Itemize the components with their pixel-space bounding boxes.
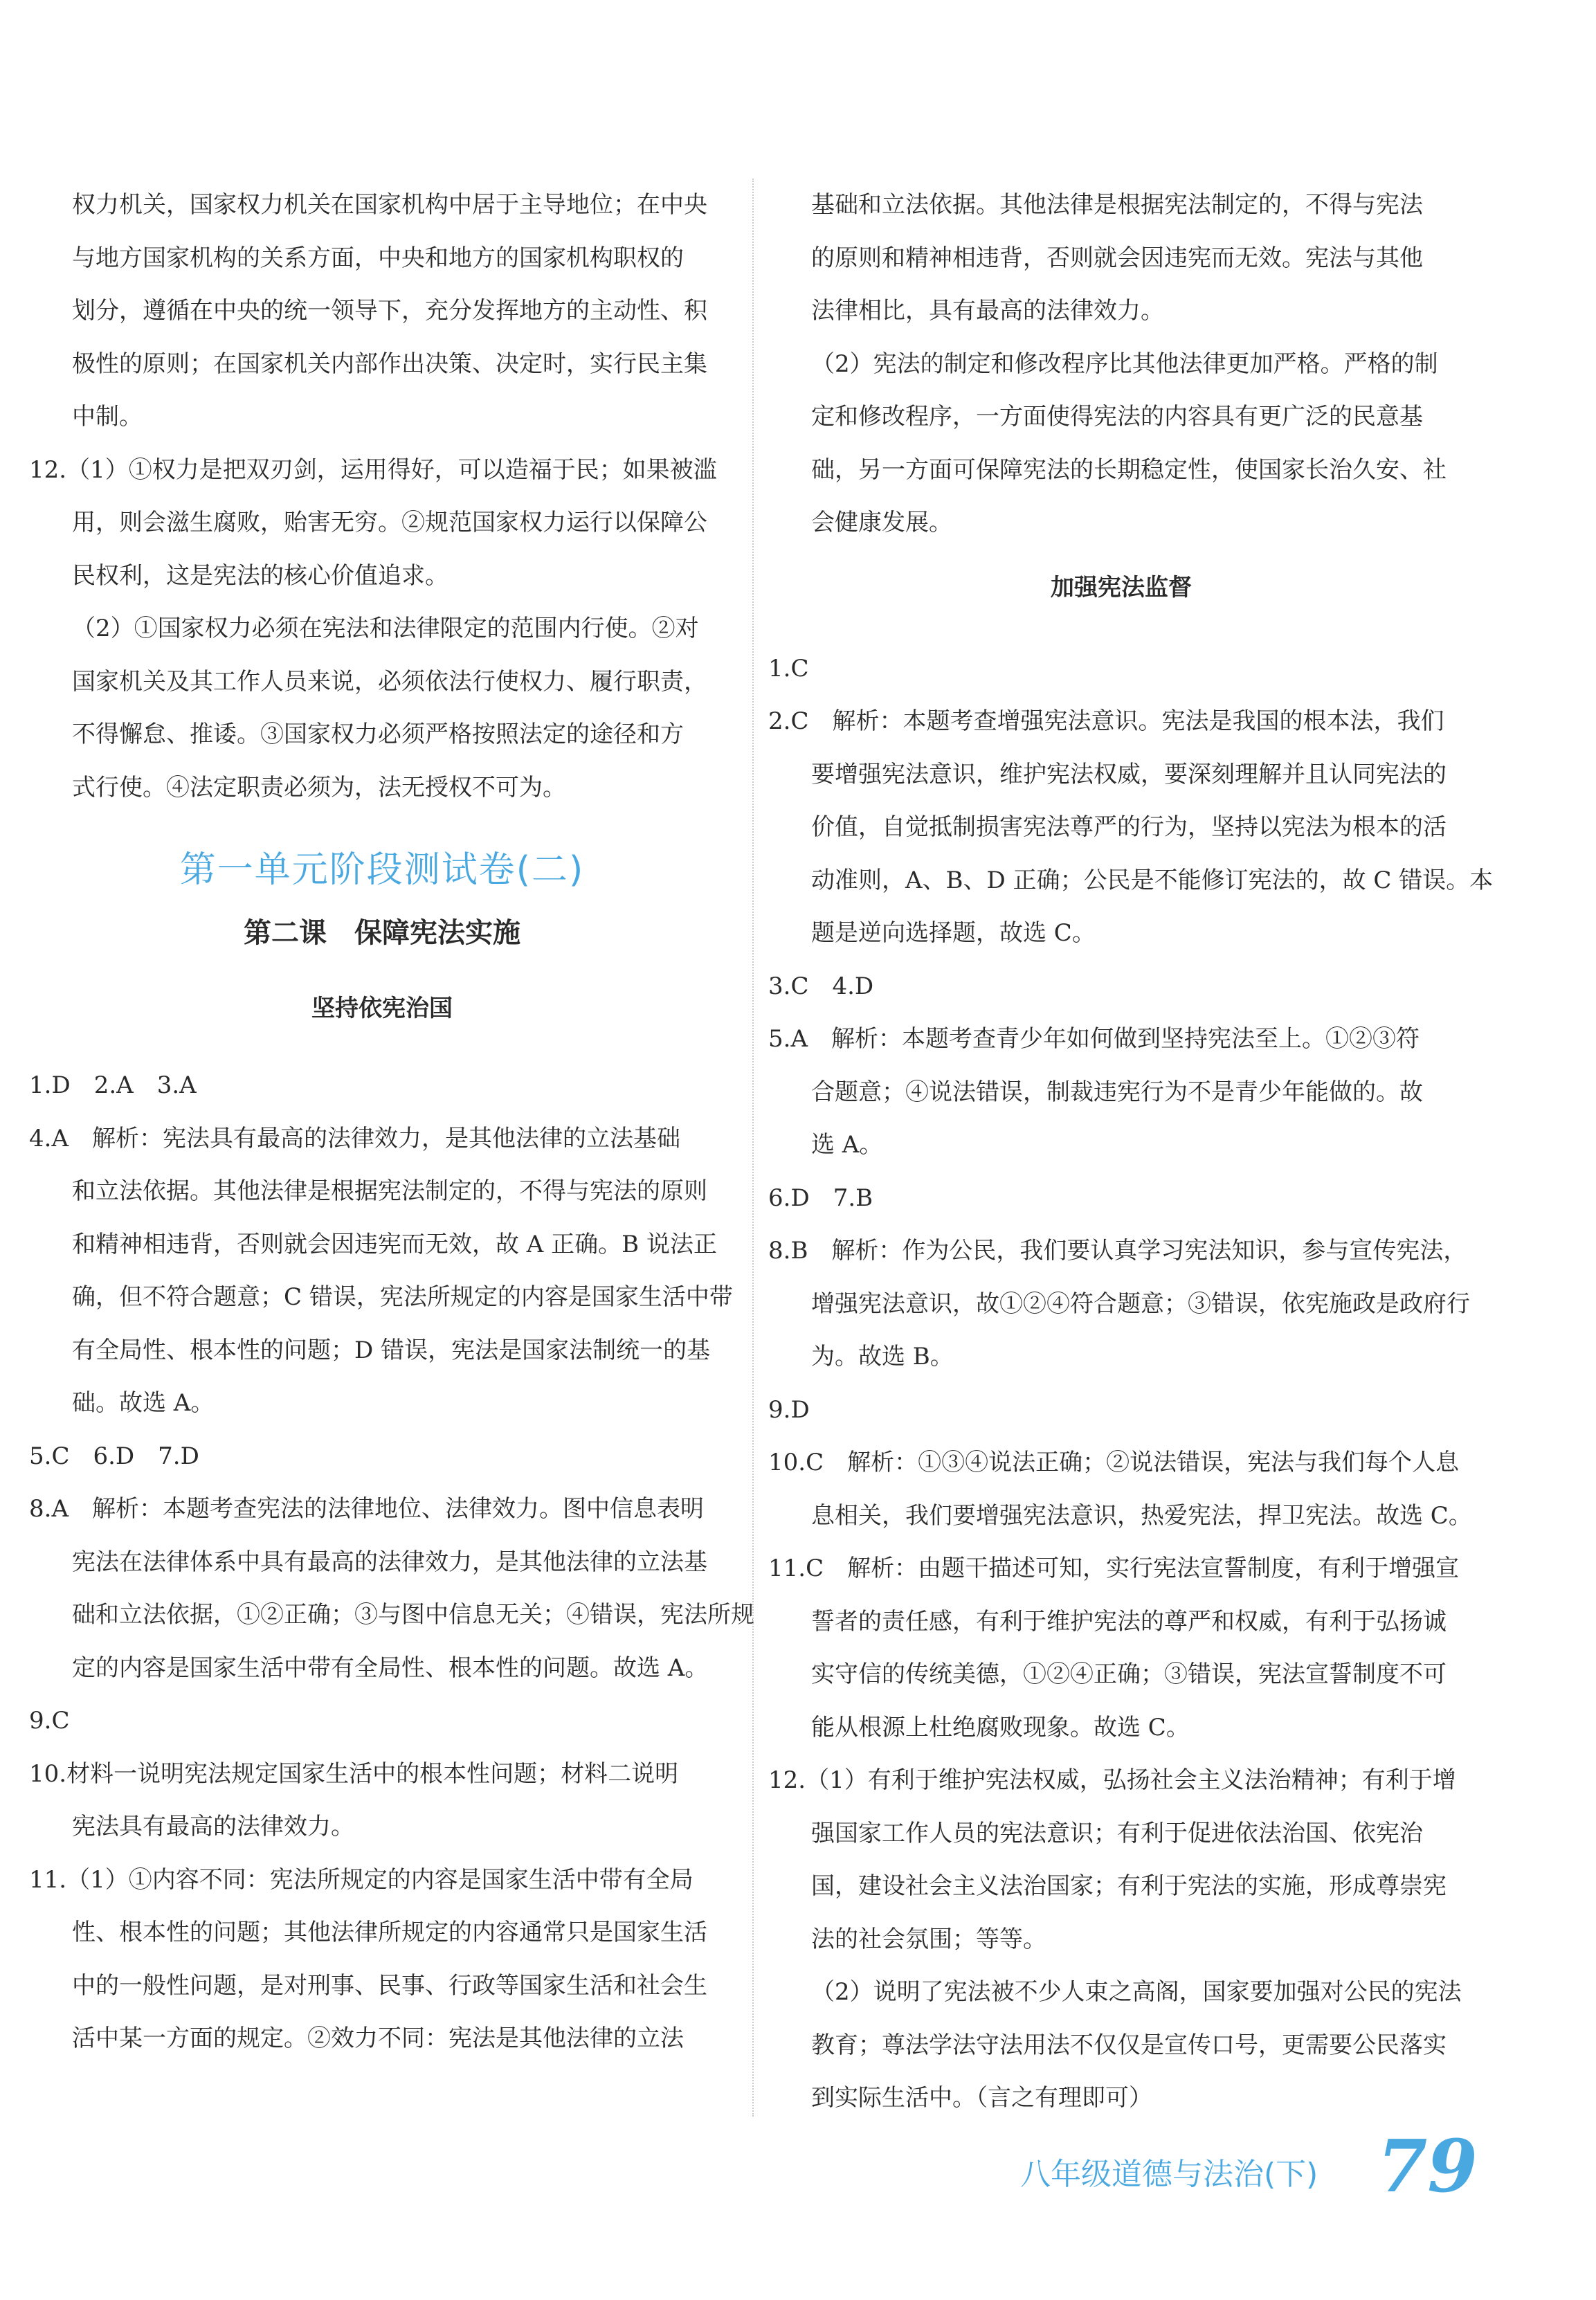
text-line: 和立法依据。其他法律是根据宪法制定的，不得与宪法的原则 (72, 1177, 707, 1205)
text-line: 誓者的责任感，有利于维护宪法的尊严和权威，有利于弘扬诚 (811, 1607, 1447, 1636)
answer-line: 6.D 7.B (768, 1184, 873, 1212)
lesson-title: 第二课 保障宪法实施 (244, 917, 520, 949)
text-line: （2）说明了宪法被不少人束之高阁，国家要加强对公民的宪法 (811, 1978, 1462, 2006)
text-line: 为。故选 B。 (811, 1343, 954, 1370)
text-line: 实守信的传统美德，①②④正确；③错误，宪法宣誓制度不可 (811, 1660, 1447, 1688)
answer-line: 1.D 2.A 3.A (29, 1071, 197, 1099)
answer-line: 4.A 解析：宪法具有最高的法律效力，是其他法律的立法基础 (29, 1124, 680, 1152)
text-line: 民权利，这是宪法的核心价值追求。 (72, 561, 448, 590)
text-line: 能从根源上杜绝腐败现象。故选 C。 (811, 1713, 1190, 1741)
text-line: 活中某一方面的规定。②效力不同：宪法是其他法律的立法 (72, 2025, 684, 2052)
text-line: 础，另一方面可保障宪法的长期稳定性，使国家长治久安、社 (811, 455, 1447, 484)
text-line: （2）①国家权力必须在宪法和法律限定的范围内行使。②对 (72, 615, 699, 642)
answer-line: 12.（1）有利于维护宪法权威，弘扬社会主义法治精神；有利于增 (768, 1766, 1456, 1794)
text-line: 不得懈怠、推诿。③国家权力必须严格按照法定的途径和方 (72, 721, 684, 748)
left-answers-block-c (29, 1059, 754, 2065)
left-answers-block-b (29, 444, 735, 815)
answer-line: 10.材料一说明宪法规定国家生活中的根本性问题；材料二说明 (29, 1759, 679, 1788)
text-line: 定和修改程序，一方面使得宪法的内容具有更广泛的民意基 (811, 403, 1423, 431)
text-line: 础和立法依据，①②正确；③与图中信息无关；④错误，宪法所规 (72, 1601, 754, 1629)
text-line: 极性的原则；在国家机关内部作出决策、决定时，实行民主集 (72, 350, 707, 378)
right-answers-block-a (768, 179, 1474, 550)
text-line: 宪法具有最高的法律效力。 (72, 1813, 354, 1840)
text-line: （2）宪法的制定和修改程序比其他法律更加严格。严格的制 (811, 350, 1438, 378)
question-line: 12.（1）①权力是把双刃剑，运用得好，可以造福于民；如果被滥 (29, 455, 717, 484)
answer-line: 11.（1）①内容不同：宪法所规定的内容是国家生活中带有全局 (29, 1865, 693, 1894)
text-line: 法律相比，具有最高的法律效力。 (811, 297, 1164, 325)
unit-test-title: 第一单元阶段测试卷(二) (179, 849, 585, 891)
text-line: 式行使。④法定职责必须为，法无授权不可为。 (72, 773, 566, 802)
text-line: 息相关，我们要增强宪法意识，热爱宪法，捍卫宪法。故选 C。 (811, 1501, 1472, 1530)
answer-line: 9.D (768, 1395, 810, 1424)
text-line: 性、根本性的问题；其他法律所规定的内容通常只是国家生活 (72, 1919, 707, 1946)
answer-line: 1.C (768, 654, 809, 682)
text-line: 会健康发展。 (811, 509, 952, 536)
text-line: 与地方国家机构的关系方面，中央和地方的国家机构职权的 (72, 244, 684, 272)
left-answers-block-a (29, 179, 735, 444)
right-column (768, 179, 1494, 2125)
text-line: 的原则和精神相违背，否则就会因违宪而无效。宪法与其他 (811, 244, 1423, 272)
text-line: 础。故选 A。 (72, 1389, 215, 1417)
text-line: 选 A。 (811, 1131, 883, 1159)
answer-line: 2.C 解析：本题考查增强宪法意识。宪法是我国的根本法，我们 (768, 707, 1444, 735)
answer-line: 10.C 解析：①③④说法正确；②说法错误，宪法与我们每个人息 (768, 1449, 1460, 1476)
text-line: 题是逆向选择题，故选 C。 (811, 919, 1096, 947)
text-line: 宪法在法律体系中具有最高的法律效力，是其他法律的立法基 (72, 1548, 707, 1576)
text-line: 强国家工作人员的宪法意识；有利于促进依法治国、依宪治 (811, 1819, 1423, 1847)
text-line: 划分，遵循在中央的统一领导下，充分发挥地方的主动性、积 (72, 297, 707, 325)
text-line: 增强宪法意识，故①②④符合题意；③错误，依宪施政是政府行 (811, 1289, 1470, 1318)
text-line: 用，则会滋生腐败，贻害无穷。②规范国家权力运行以保障公 (72, 509, 707, 536)
answer-line: 5.A 解析：本题考查青少年如何做到坚持宪法至上。①②③符 (768, 1025, 1420, 1053)
text-line: 确，但不符合题意；C 错误，宪法所规定的内容是国家生活中带 (72, 1283, 733, 1311)
text-line: 法的社会氛围；等等。 (811, 1925, 1046, 1953)
text-line: 中制。 (72, 403, 143, 431)
text-line: 和精神相违背，否则就会因违宪而无效，故 A 正确。B 说法正 (72, 1230, 717, 1258)
answer-line: 9.C (29, 1707, 70, 1735)
column-divider (752, 179, 754, 2117)
answer-line: 8.B 解析：作为公民，我们要认真学习宪法知识，参与宣传宪法， (768, 1237, 1467, 1265)
text-line: 价值，自觉抵制损害宪法尊严的行为，坚持以宪法为根本的活 (811, 813, 1447, 841)
book-title: 八年级道德与法治(下) (1020, 2157, 1318, 2192)
answer-line: 3.C 4.D (768, 972, 874, 1000)
left-column (29, 179, 754, 2065)
text-line: 合题意；④说法错误，制裁违宪行为不是青少年能做的。故 (811, 1078, 1423, 1106)
text-line: 到实际生活中。（言之有理即可） (811, 2084, 1152, 2112)
answer-line: 11.C 解析：由题干描述可知，实行宪法宣誓制度，有利于增强宣 (768, 1555, 1460, 1582)
text-line: 教育；尊法学法守法用法不仅仅是宣传口号，更需要公民落实 (811, 2031, 1447, 2059)
text-line: 定的内容是国家生活中带有全局性、根本性的问题。故选 A。 (72, 1654, 709, 1682)
text-line: 中的一般性问题，是对刑事、民事、行政等国家生活和社会生 (72, 1971, 707, 2000)
text-line: 动准则，A、B、D 正确；公民是不能修订宪法的，故 C 错误。本 (811, 866, 1494, 894)
answer-line: 8.A 解析：本题考查宪法的法律地位、法律效力。图中信息表明 (29, 1495, 704, 1523)
section-title: 加强宪法监督 (1051, 573, 1192, 601)
right-answers-block-b (768, 642, 1494, 2125)
text-line: 国家机关及其工作人员来说，必须依法行使权力、履行职责， (72, 667, 707, 696)
section-title: 坚持依宪治国 (311, 995, 453, 1022)
text-line: 要增强宪法意识，维护宪法权威，要深刻理解并且认同宪法的 (811, 760, 1447, 788)
text-line: 基础和立法依据。其他法律是根据宪法制定的，不得与宪法 (811, 191, 1423, 219)
text-line: 有全局性、根本性的问题；D 错误，宪法是国家法制统一的基 (72, 1336, 711, 1364)
answer-line: 5.C 6.D 7.D (29, 1442, 199, 1470)
text-line: 权力机关，国家权力机关在国家机构中居于主导地位；在中央 (72, 191, 707, 219)
page-number: 79 (1377, 2124, 1478, 2209)
text-line: 国，建设社会主义法治国家；有利于宪法的实施，形成尊崇宪 (811, 1872, 1447, 1900)
